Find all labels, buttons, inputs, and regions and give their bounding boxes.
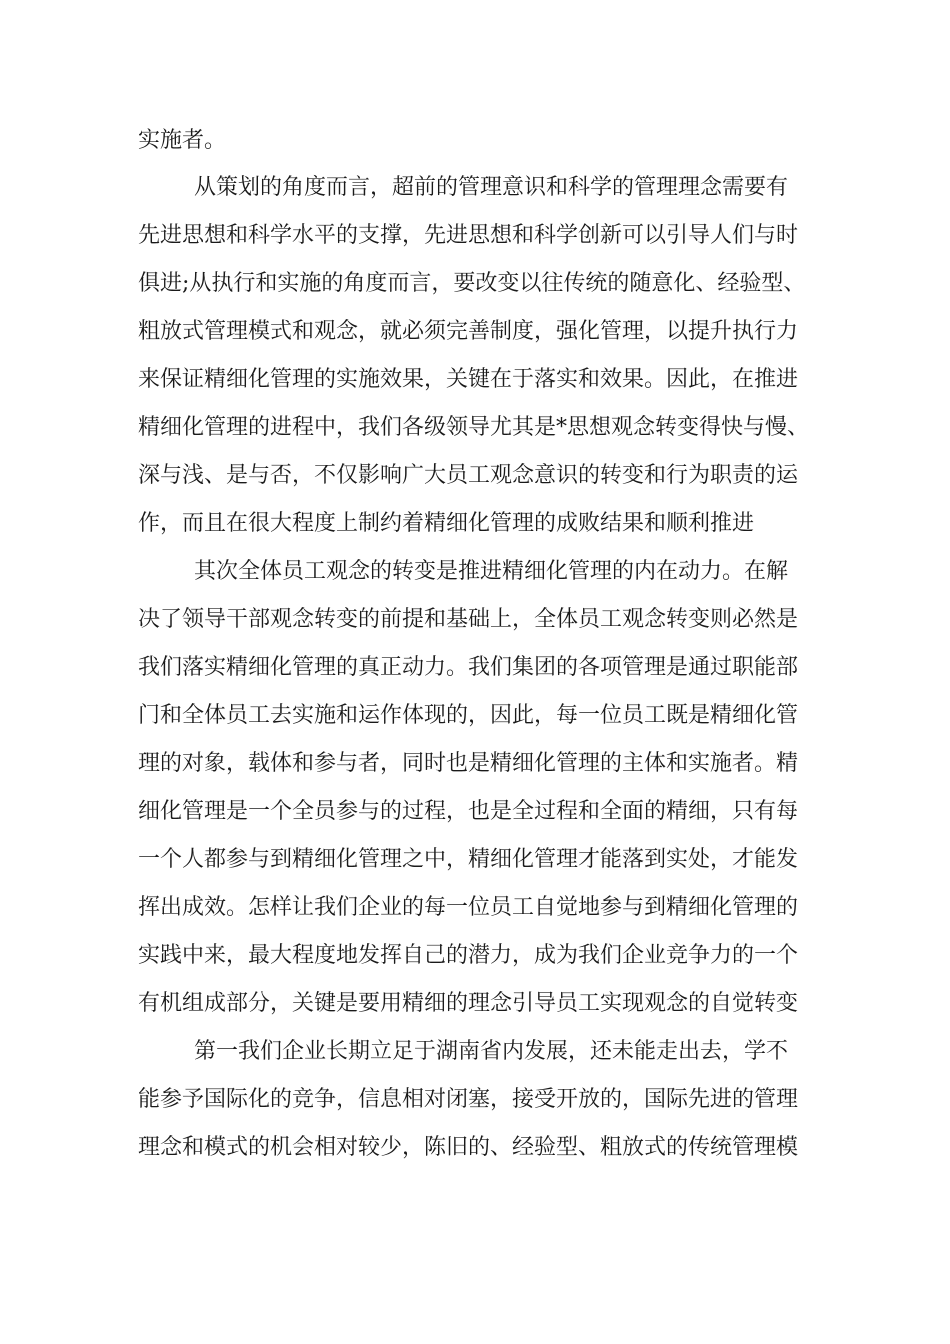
paragraph-line: 实践中来，最大程度地发挥自己的潜力，成为我们企业竞争力的一个 bbox=[138, 943, 799, 968]
paragraph-line: 我们落实精细化管理的真正动力。我们集团的各项管理是通过职能部 bbox=[138, 655, 799, 680]
paragraph-line: 深与浅、是与否，不仅影响广大员工观念意识的转变和行为职责的运 bbox=[138, 463, 799, 488]
paragraph-line: 有机组成部分，关键是要用精细的理念引导员工实现观念的自觉转变 bbox=[138, 991, 799, 1016]
paragraph-line: 一个人都参与到精细化管理之中，精细化管理才能落到实处，才能发 bbox=[138, 847, 799, 872]
paragraph-line: 先进思想和科学水平的支撑，先进思想和科学创新可以引导人们与时 bbox=[138, 223, 799, 248]
paragraph-line: 能参予国际化的竞争，信息相对闭塞，接受开放的，国际先进的管理 bbox=[138, 1087, 799, 1112]
paragraph-line: 第一我们企业长期立足于湖南省内发展，还未能走出去，学不 bbox=[194, 1039, 789, 1064]
paragraph-line: 挥出成效。怎样让我们企业的每一位员工自觉地参与到精细化管理的 bbox=[138, 895, 799, 920]
paragraph-line: 实施者。 bbox=[138, 128, 227, 153]
paragraph-line: 细化管理是一个全员参与的过程，也是全过程和全面的精细，只有每 bbox=[138, 799, 799, 824]
paragraph-line: 从策划的角度而言，超前的管理意识和科学的管理理念需要有 bbox=[194, 175, 789, 200]
paragraph-line: 作，而且在很大程度上制约着精细化管理的成败结果和顺利推进 bbox=[138, 511, 755, 536]
paragraph-line: 粗放式管理模式和观念，就必须完善制度，强化管理，以提升执行力 bbox=[138, 319, 799, 344]
paragraph-line: 理念和模式的机会相对较少，陈旧的、经验型、粗放式的传统管理模 bbox=[138, 1135, 799, 1160]
paragraph-line: 来保证精细化管理的实施效果，关键在于落实和效果。因此，在推进 bbox=[138, 367, 799, 392]
paragraph-line: 决了领导干部观念转变的前提和基础上，全体员工观念转变则必然是 bbox=[138, 607, 799, 632]
paragraph-line: 俱进;从执行和实施的角度而言，要改变以往传统的随意化、经验型、 bbox=[138, 271, 806, 296]
paragraph-line: 其次全体员工观念的转变是推进精细化管理的内在动力。在解 bbox=[194, 559, 789, 584]
paragraph-line: 精细化管理的进程中，我们各级领导尤其是*思想观念转变得快与慢、 bbox=[138, 415, 810, 440]
paragraph-line: 理的对象，载体和参与者，同时也是精细化管理的主体和实施者。精 bbox=[138, 751, 799, 776]
paragraph-line: 门和全体员工去实施和运作体现的，因此，每一位员工既是精细化管 bbox=[138, 703, 799, 728]
